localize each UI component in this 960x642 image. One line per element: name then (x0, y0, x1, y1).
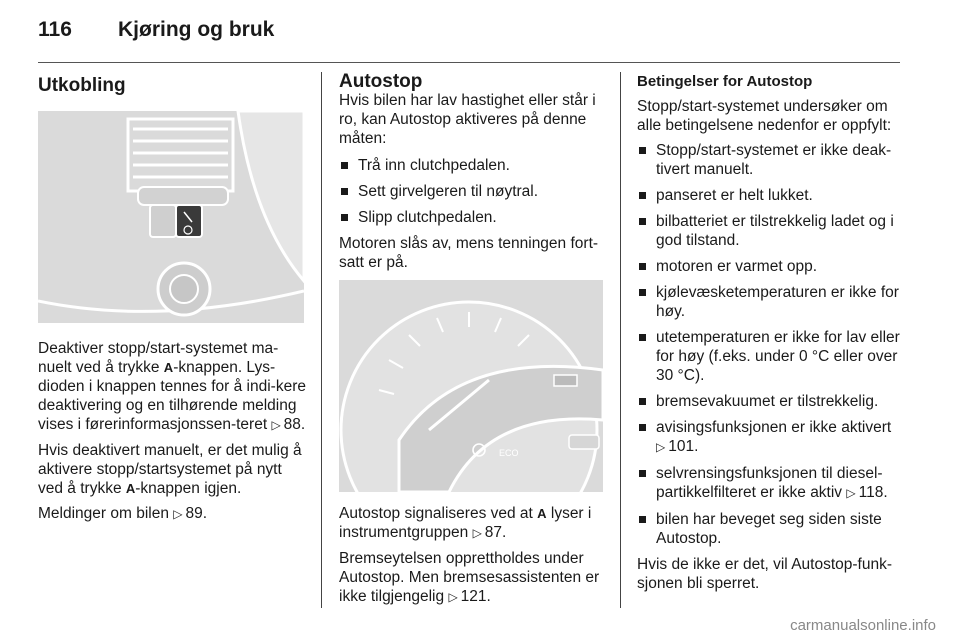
reactivate-paragraph: Hvis deaktivert manuelt, er det mulig å aktivere stopp/startsystemet på nytt ved å trykke A-knappen igjen. (38, 442, 302, 497)
page-title: Kjøring og bruk (118, 18, 275, 41)
list-item: Stopp/start-systemet er ikke deak-tivert manuelt. (637, 141, 905, 179)
instrument-cluster-drawing (339, 280, 603, 492)
column-divider-1 (321, 72, 322, 608)
page-ref-118: ▷ 118. (846, 484, 887, 501)
button-panel-drawing (38, 111, 304, 323)
page-ref-89: ▷ 89. (173, 505, 207, 522)
list-item: Sett girvelgeren til nøytral. (339, 182, 605, 201)
list-item: selvrensingsfunksjonen til diesel-partikkelfilteret er ikke aktiv ▷ 118. (637, 464, 905, 503)
list-item: utetemperaturen er ikke for lav eller for høy (f.eks. under 0 °C eller over 30 °C). (637, 328, 905, 385)
messages-paragraph: Meldinger om bilen ▷ 89. (38, 504, 306, 524)
list-item: Slipp clutchpedalen. (339, 208, 605, 227)
autostop-signal-paragraph: Autostop signaliseres ved at A lyser i instrumentgruppen ▷ 87. (339, 504, 605, 543)
list-item: kjølevæsketemperaturen er ikke for høy. (637, 283, 905, 321)
autostop-icon: A (537, 506, 547, 521)
list-item: bilbatteriet er tilstrekkelig ladet og i god tilstand. (637, 212, 905, 250)
conditions-list (637, 141, 905, 548)
autostop-lead: Hvis bilen har lav hastighet eller står i ro, kan Autostop aktiveres på denne måten: (339, 92, 596, 147)
instrument-cluster-illustration (339, 280, 603, 492)
column-2 (339, 72, 605, 613)
page-number: 116 (38, 18, 72, 41)
list-item: avisingsfunksjonen er ikke aktivert ▷ 101. (637, 418, 905, 457)
engine-off-paragraph: Motoren slås av, mens tenningen fort-satt er på. (339, 235, 599, 271)
button-panel-illustration (38, 111, 304, 323)
list-item: Trå inn clutchpedalen. (339, 156, 605, 175)
page-header (38, 18, 274, 42)
conditions-lead: Stopp/start-systemet undersøker om alle betingelsene nedenfor er oppfylt: (637, 98, 892, 134)
watermark: carmanualsonline.info (790, 617, 936, 634)
stop-start-icon: A (125, 481, 136, 496)
header-rule (38, 62, 900, 63)
section-heading-autostop: Autostop (339, 71, 423, 92)
eco-label: ECO (499, 448, 519, 458)
column-1 (38, 72, 306, 530)
deactivate-paragraph: Deaktiver stopp/start-systemet ma-nuelt ved å trykke A-knappen. Lys-dioden i knappen tennes for å indi-kere deaktivering og en tilhørende melding vises i førerinformasjonssen-teret ▷ 88. (38, 339, 306, 435)
page-ref-87: ▷ 87. (473, 524, 507, 541)
brake-paragraph: Bremseytelsen opprettholdes under Autostop. Men bremsesassistenten er ikke tilgjengelig ▷ 121. (339, 549, 605, 607)
section-heading-utkobling: Utkobling (38, 75, 126, 96)
list-item: panseret er helt lukket. (637, 186, 905, 205)
column-3 (637, 72, 905, 599)
column-divider-2 (620, 72, 621, 608)
page-ref-121: ▷ 121. (448, 588, 490, 605)
stop-start-icon: A (163, 360, 174, 375)
autostop-steps (339, 156, 605, 227)
conditions-closing: Hvis de ikke er det, vil Autostop-funk-sjonen bli sperret. (637, 556, 893, 592)
page-ref-101: ▷ 101. (656, 438, 698, 455)
list-item: bremsevakuumet er tilstrekkelig. (637, 392, 905, 411)
list-item: bilen har beveget seg siden siste Autostop. (637, 510, 905, 548)
list-item: motoren er varmet opp. (637, 257, 905, 276)
conditions-heading: Betingelser for Autostop (637, 73, 813, 90)
page-ref-88: ▷ 88. (271, 416, 305, 433)
